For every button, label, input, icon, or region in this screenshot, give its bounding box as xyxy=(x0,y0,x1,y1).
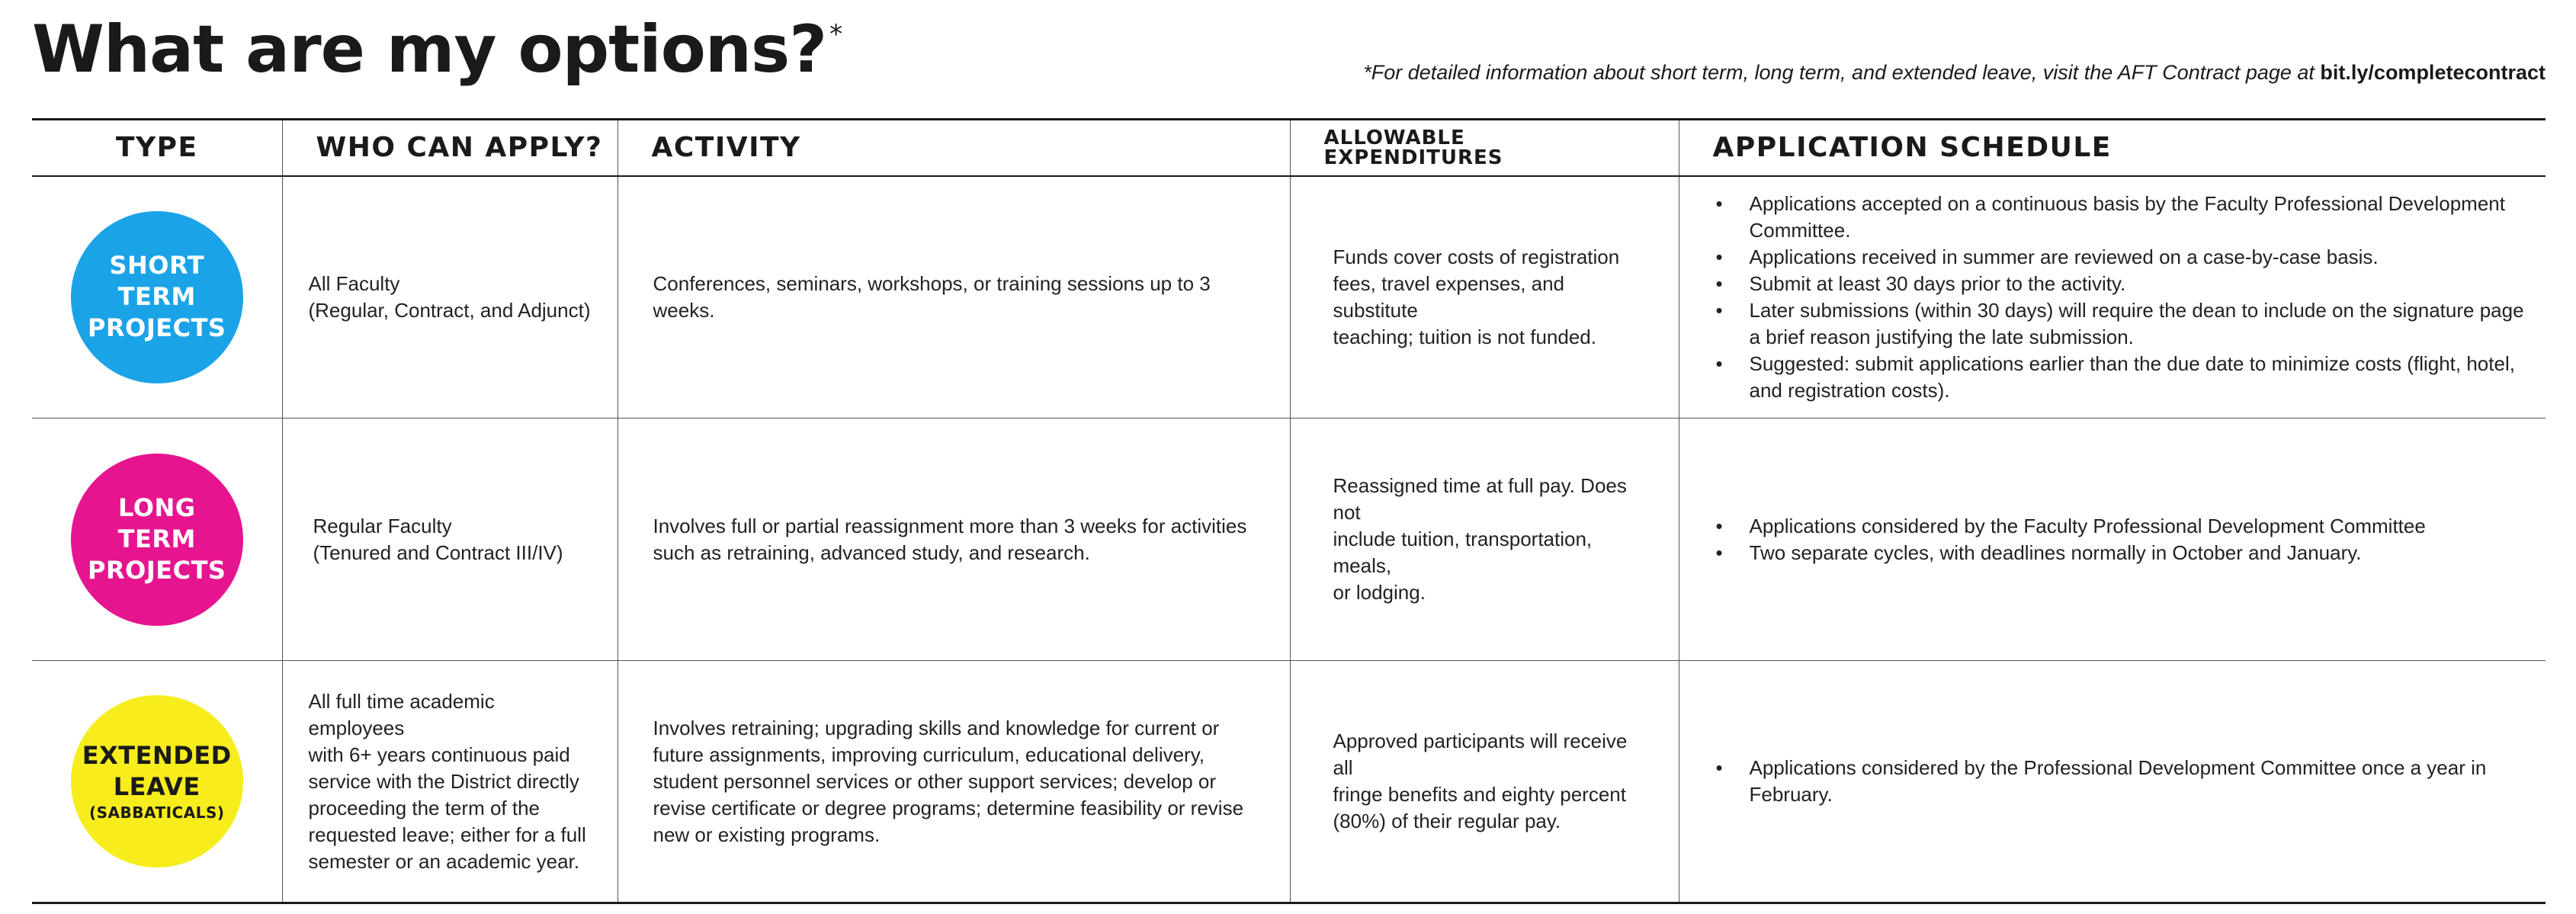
footnote xyxy=(1363,61,2546,85)
badge-line: TERM xyxy=(117,282,196,312)
expenditures-line: Reassigned time at full pay. Does not xyxy=(1333,474,1627,524)
expenditures-line: fringe benefits and eighty percent xyxy=(1333,783,1626,806)
type-cell xyxy=(32,419,282,661)
header-type: TYPE xyxy=(32,120,282,176)
header-expenditures xyxy=(1290,120,1679,176)
page-title-text: What are my options? xyxy=(32,11,827,88)
who-line: with 6+ years continuous paid xyxy=(308,742,570,766)
schedule-list xyxy=(1679,513,2546,566)
activity-cell xyxy=(618,419,1290,661)
type-cell xyxy=(32,661,282,903)
header-activity-label: ACTIVITY xyxy=(651,132,801,164)
badge-subtitle: (SABBATICALS) xyxy=(89,803,225,822)
expenditures-line: Funds cover costs of registration xyxy=(1333,245,1620,268)
who-line: requested leave; either for a full xyxy=(308,823,586,846)
page-title xyxy=(32,11,842,88)
who-line: (Regular, Contract, and Adjunct) xyxy=(308,298,591,322)
header-row xyxy=(32,120,2546,176)
schedule-item: • Suggested: submit applications earlier than the due date to minimize costs (flight, hotel, and registration costs). xyxy=(1713,351,2528,404)
activity-line: revise certificate or degree programs; determine feasibility or revise xyxy=(653,796,1244,819)
schedule-item: • Submit at least 30 days prior to the activity. xyxy=(1713,271,2528,297)
schedule-item: • Later submissions (within 30 days) will require the dean to include on the signature page a brief reason justifying the late submission. xyxy=(1713,297,2528,351)
expenditures-line: fees, travel expenses, and substitute xyxy=(1333,271,1565,322)
table-row xyxy=(32,176,2546,419)
activity-line: Conferences, seminars, workshops, or training sessions up to 3 weeks. xyxy=(653,271,1211,322)
schedule-cell xyxy=(1679,176,2546,419)
header-expenditures-line1: ALLOWABLE xyxy=(1323,126,1465,149)
who-cell xyxy=(282,419,618,661)
schedule-list xyxy=(1679,191,2546,404)
who-cell xyxy=(282,176,618,419)
badge-line: EXTENDED xyxy=(82,741,232,770)
who-line: Regular Faculty xyxy=(313,514,452,537)
expenditures-line: teaching; tuition is not funded. xyxy=(1333,325,1596,348)
header-expenditures-line2: EXPENDITURES xyxy=(1323,146,1503,169)
activity-line: new or existing programs. xyxy=(653,823,881,846)
badge-line: PROJECTS xyxy=(88,556,226,585)
activity-cell xyxy=(618,176,1290,419)
footnote-text: *For detailed information about short term, long term, and extended leave, visit the AFT Contract page at xyxy=(1363,61,2321,84)
who-line: service with the District directly xyxy=(308,769,579,793)
title-footnote-mark: * xyxy=(829,19,842,50)
expenditures-line: or lodging. xyxy=(1333,581,1426,604)
badge-line: LONG xyxy=(118,493,196,522)
schedule-list xyxy=(1679,755,2546,808)
expenditures-line: include tuition, transportation, meals, xyxy=(1333,528,1593,577)
activity-cell xyxy=(618,661,1290,903)
who-line: All Faculty xyxy=(308,271,400,295)
badge-line: TERM xyxy=(117,524,196,553)
options-table xyxy=(32,118,2546,904)
expenditures-cell xyxy=(1290,661,1679,903)
schedule-item: • Applications accepted on a continuous basis by the Faculty Professional Development Committee. xyxy=(1713,191,2528,244)
extended-leave-badge xyxy=(71,695,243,867)
expenditures-cell xyxy=(1290,176,1679,419)
schedule-item: • Applications considered by the Professional Development Committee once a year in February. xyxy=(1713,755,2528,808)
who-line: (Tenured and Contract III/IV) xyxy=(313,540,563,564)
badge-line: LEAVE xyxy=(113,772,200,801)
header-schedule-label: APPLICATION SCHEDULE xyxy=(1712,132,2112,164)
table-row xyxy=(32,661,2546,903)
activity-line: Involves retraining; upgrading skills and knowledge for current or xyxy=(653,716,1220,739)
header-activity xyxy=(618,120,1290,176)
who-line: All full time academic employees xyxy=(308,689,495,739)
header-expenditures-label xyxy=(1291,128,1679,168)
long-term-badge xyxy=(71,454,243,626)
table-row xyxy=(32,419,2546,661)
activity-line: Involves full or partial reassignment more than 3 weeks for activities xyxy=(653,514,1247,537)
activity-line: future assignments, improving curriculum, educational delivery, xyxy=(653,742,1205,766)
short-term-badge xyxy=(71,211,243,383)
header-who xyxy=(282,120,618,176)
type-cell xyxy=(32,176,282,419)
schedule-cell xyxy=(1679,419,2546,661)
schedule-item: • Two separate cycles, with deadlines normally in October and January. xyxy=(1713,540,2528,566)
who-line: proceeding the term of the xyxy=(308,796,541,819)
who-cell xyxy=(282,661,618,903)
activity-line: student personnel services or other support services; develop or xyxy=(653,769,1216,793)
expenditures-line: Approved participants will receive all xyxy=(1333,730,1628,779)
contract-link[interactable]: bit.ly/completecontract xyxy=(2320,61,2546,84)
badge-line: PROJECTS xyxy=(88,313,226,343)
badge-line: SHORT xyxy=(109,251,205,281)
activity-line: such as retraining, advanced study, and research. xyxy=(653,540,1090,564)
header-schedule xyxy=(1679,120,2546,176)
schedule-item: • Applications received in summer are reviewed on a case-by-case basis. xyxy=(1713,244,2528,271)
schedule-item: • Applications considered by the Faculty Professional Development Committee xyxy=(1713,513,2528,540)
expenditures-cell xyxy=(1290,419,1679,661)
schedule-cell xyxy=(1679,661,2546,903)
header-who-label: WHO CAN APPLY? xyxy=(316,132,603,164)
expenditures-line: (80%) of their regular pay. xyxy=(1333,810,1561,832)
who-line: semester or an academic year. xyxy=(308,849,579,873)
